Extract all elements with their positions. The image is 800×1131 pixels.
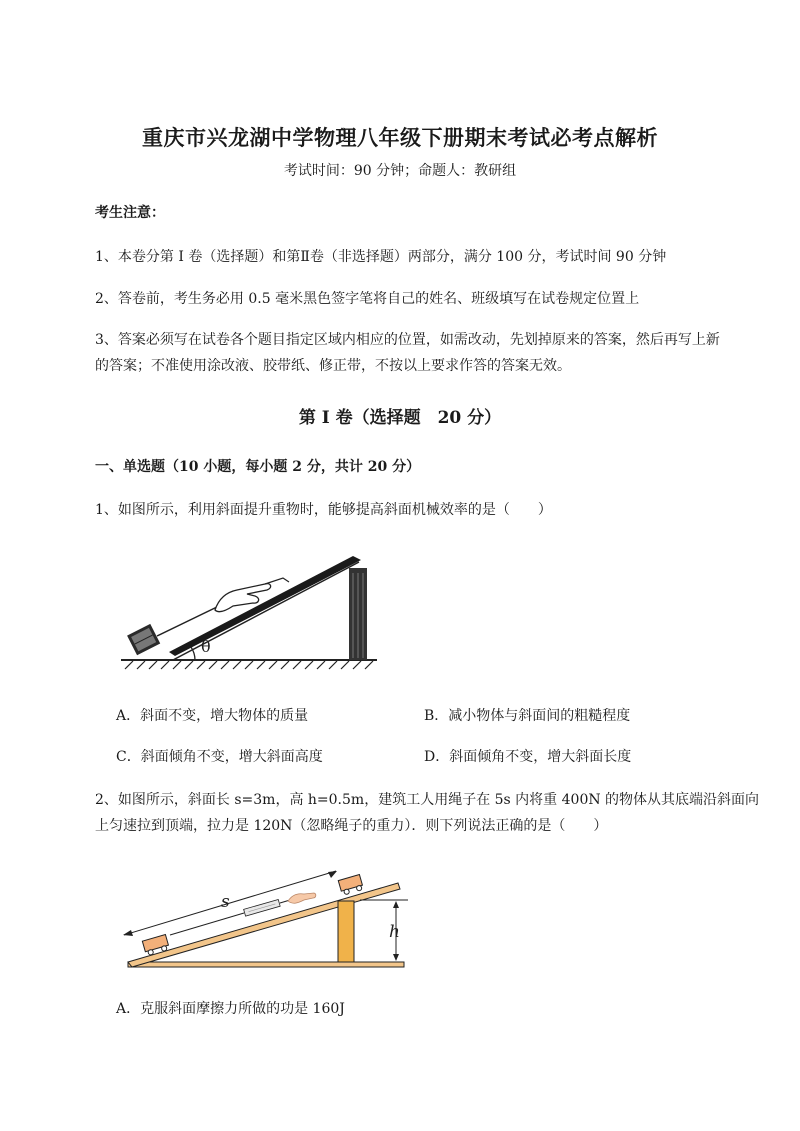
question-2-ramp-figure — [118, 865, 410, 973]
question-type-heading: 一、单选题（10 小题，每小题 2 分，共计 20 分） — [95, 459, 421, 475]
question-2-option-a[interactable]: A．克服斜面摩擦力所做的功是 160J — [116, 1001, 345, 1017]
notice-item-2: 2、答卷前，考生务必用 0.5 毫米黑色签字笔将自己的姓名、班级填写在试卷规定位置上 — [95, 291, 640, 307]
page-title: 重庆市兴龙湖中学物理八年级下册期末考试必考点解析 — [142, 125, 658, 150]
question-2-stem-line-2: 上匀速拉到顶端，拉力是 120N（忽略绳子的重力）．则下列说法正确的是（ ） — [95, 818, 608, 834]
question-1-option-c[interactable]: C．斜面倾角不变，增大斜面高度 — [116, 749, 323, 765]
notice-item-3-line-1: 3、答案必须写在试卷各个题目指定区域内相应的位置，如需改动，先划掉原来的答案，然后再写上新 — [95, 332, 720, 348]
question-1-option-a[interactable]: A．斜面不变，增大物体的质量 — [116, 708, 309, 724]
length-s-label: s — [221, 892, 230, 912]
height-h-label: h — [389, 922, 400, 942]
question-2-stem-line-1: 2、如图所示，斜面长 s=3m，高 h=0.5m，建筑工人用绳子在 5s 内将重 400N 的物体从其底端沿斜面向 — [95, 792, 760, 808]
notice-item-1: 1、本卷分第 I 卷（选择题）和第Ⅱ卷（非选择题）两部分，满分 100 分，考试时间 90 分钟 — [95, 249, 667, 265]
notice-heading: 考生注意： — [95, 205, 165, 221]
notice-item-3-line-2: 的答案；不准使用涂改液、胶带纸、修正带，不按以上要求作答的答案无效。 — [95, 358, 571, 374]
question-1-option-d[interactable]: D．斜面倾角不变，增大斜面长度 — [424, 749, 632, 765]
question-1-option-b[interactable]: B．减小物体与斜面间的粗糙程度 — [424, 708, 631, 724]
section-title: 第 I 卷（选择题 20 分） — [298, 408, 502, 428]
exam-info: 考试时间：90 分钟；命题人：教研组 — [283, 163, 517, 179]
angle-theta-label: θ — [201, 637, 211, 656]
question-1-incline-figure — [115, 548, 380, 673]
question-1-stem: 1、如图所示，利用斜面提升重物时，能够提高斜面机械效率的是（ ） — [95, 502, 552, 518]
